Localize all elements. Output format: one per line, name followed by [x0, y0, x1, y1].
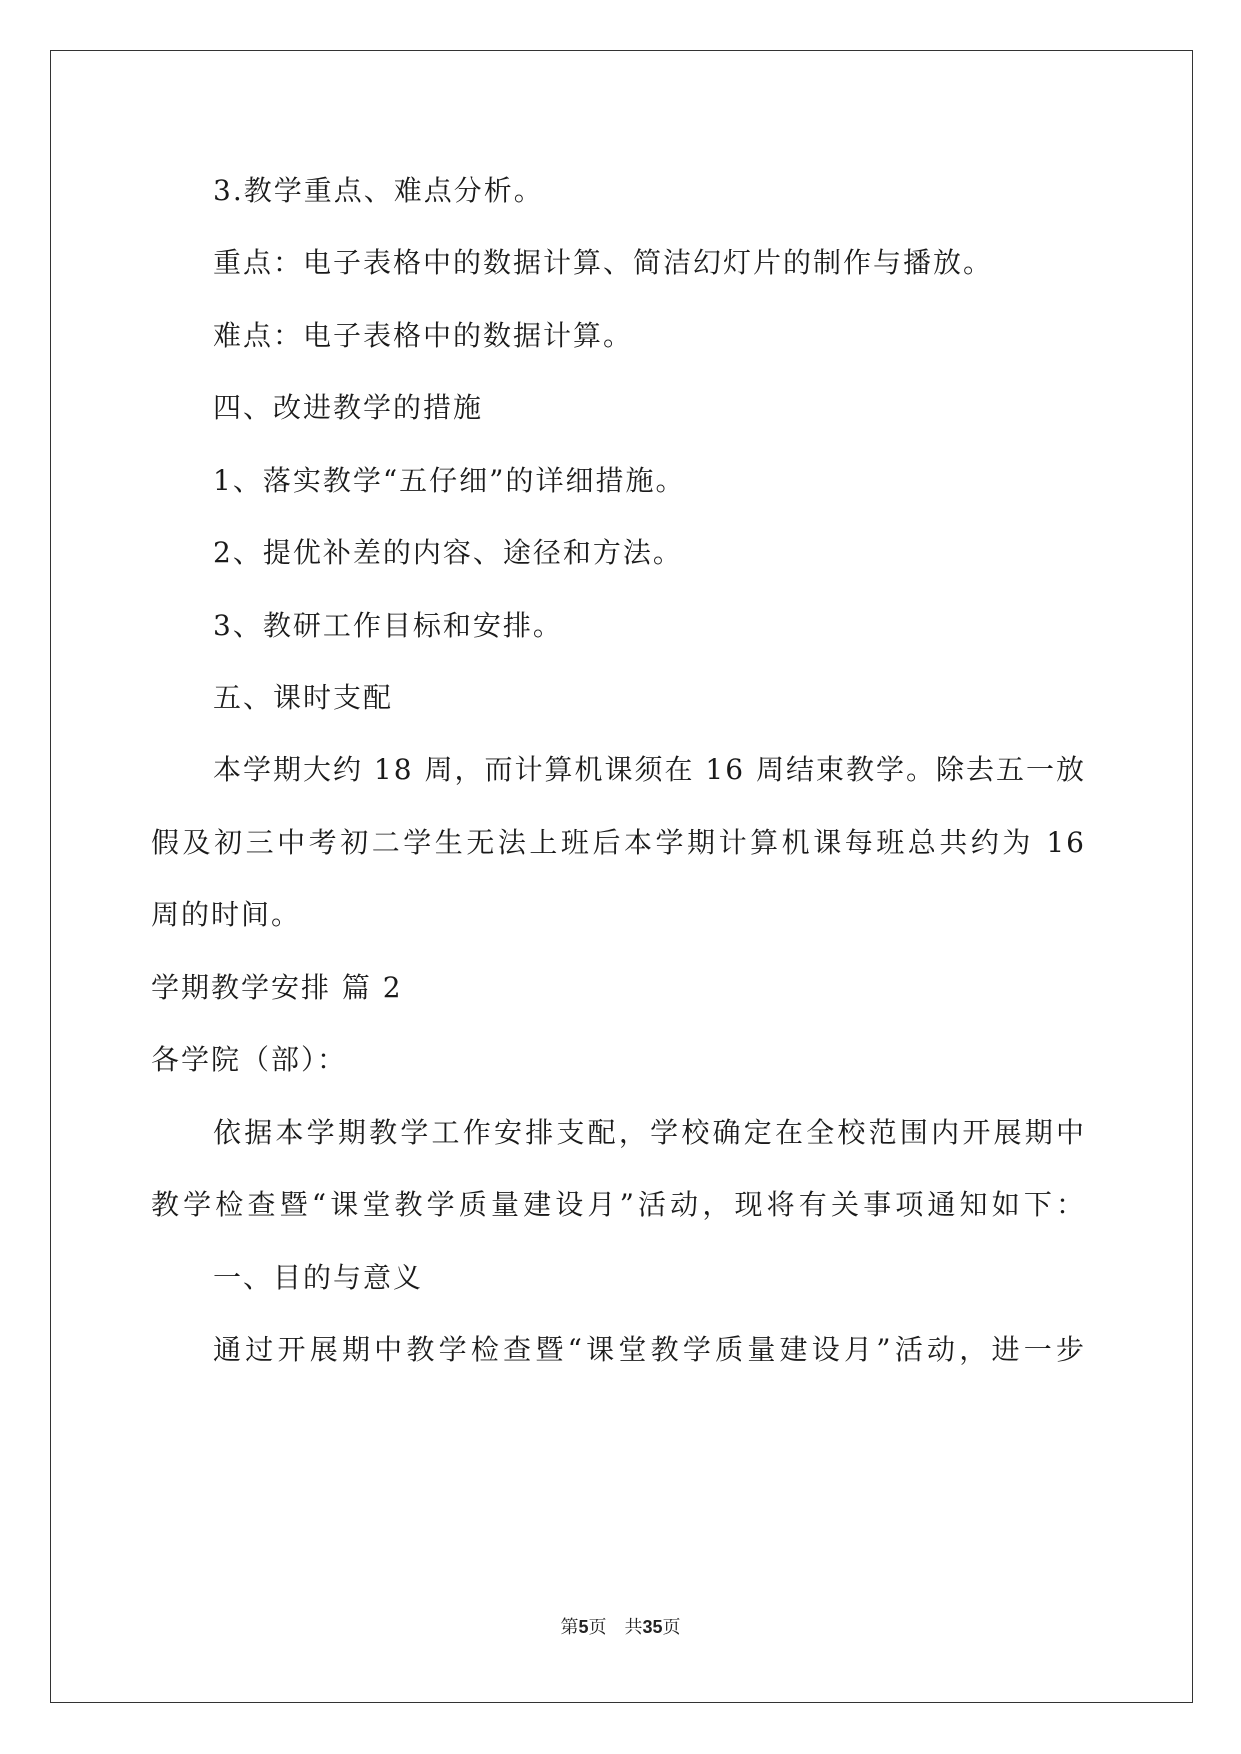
page-mid: 页 共	[588, 1617, 643, 1638]
page-suffix: 页	[662, 1617, 681, 1638]
schedule-paragraph-line-1: 本学期大约 18 周，而计算机课须在 16 周结束教学。除去五一放	[213, 753, 1086, 786]
measure-item-2: 2、提优补差的内容、途径和方法。	[213, 536, 683, 569]
page-border	[50, 50, 1193, 1703]
section-5-heading: 五、课时支配	[213, 681, 394, 714]
difficult-points-paragraph: 难点：电子表格中的数据计算。	[213, 319, 634, 352]
schedule-paragraph-line-3: 周的时间。	[151, 898, 302, 931]
measure-item-3: 3、教研工作目标和安排。	[213, 609, 563, 642]
total-page-number: 35	[642, 1617, 663, 1637]
key-points-paragraph: 重点：电子表格中的数据计算、简洁幻灯片的制作与播放。	[213, 246, 994, 279]
measure-item-1: 1、落实教学“五仔细”的详细措施。	[213, 464, 686, 497]
notice-paragraph-line-2: 教学检查暨“课堂教学质量建设月”活动，现将有关事项通知如下：	[151, 1188, 1086, 1221]
purpose-paragraph-line-1: 通过开展期中教学检查暨“课堂教学质量建设月”活动，进一步	[213, 1333, 1086, 1366]
salutation: 各学院（部）：	[151, 1043, 348, 1076]
current-page-number: 5	[578, 1617, 589, 1637]
schedule-paragraph-line-2: 假及初三中考初二学生无法上班后本学期计算机课每班总共约为 16	[151, 826, 1086, 859]
section-1-heading: 一、目的与意义	[213, 1261, 424, 1294]
section-4-heading: 四、改进教学的措施	[213, 391, 484, 424]
page-footer	[0, 1615, 1241, 1640]
section-3-heading: 3.教学重点、难点分析。	[213, 174, 544, 207]
article-2-title: 学期教学安排 篇 2	[151, 971, 403, 1004]
page-prefix: 第	[560, 1617, 579, 1638]
notice-paragraph-line-1: 依据本学期教学工作安排支配，学校确定在全校范围内开展期中	[213, 1116, 1086, 1149]
